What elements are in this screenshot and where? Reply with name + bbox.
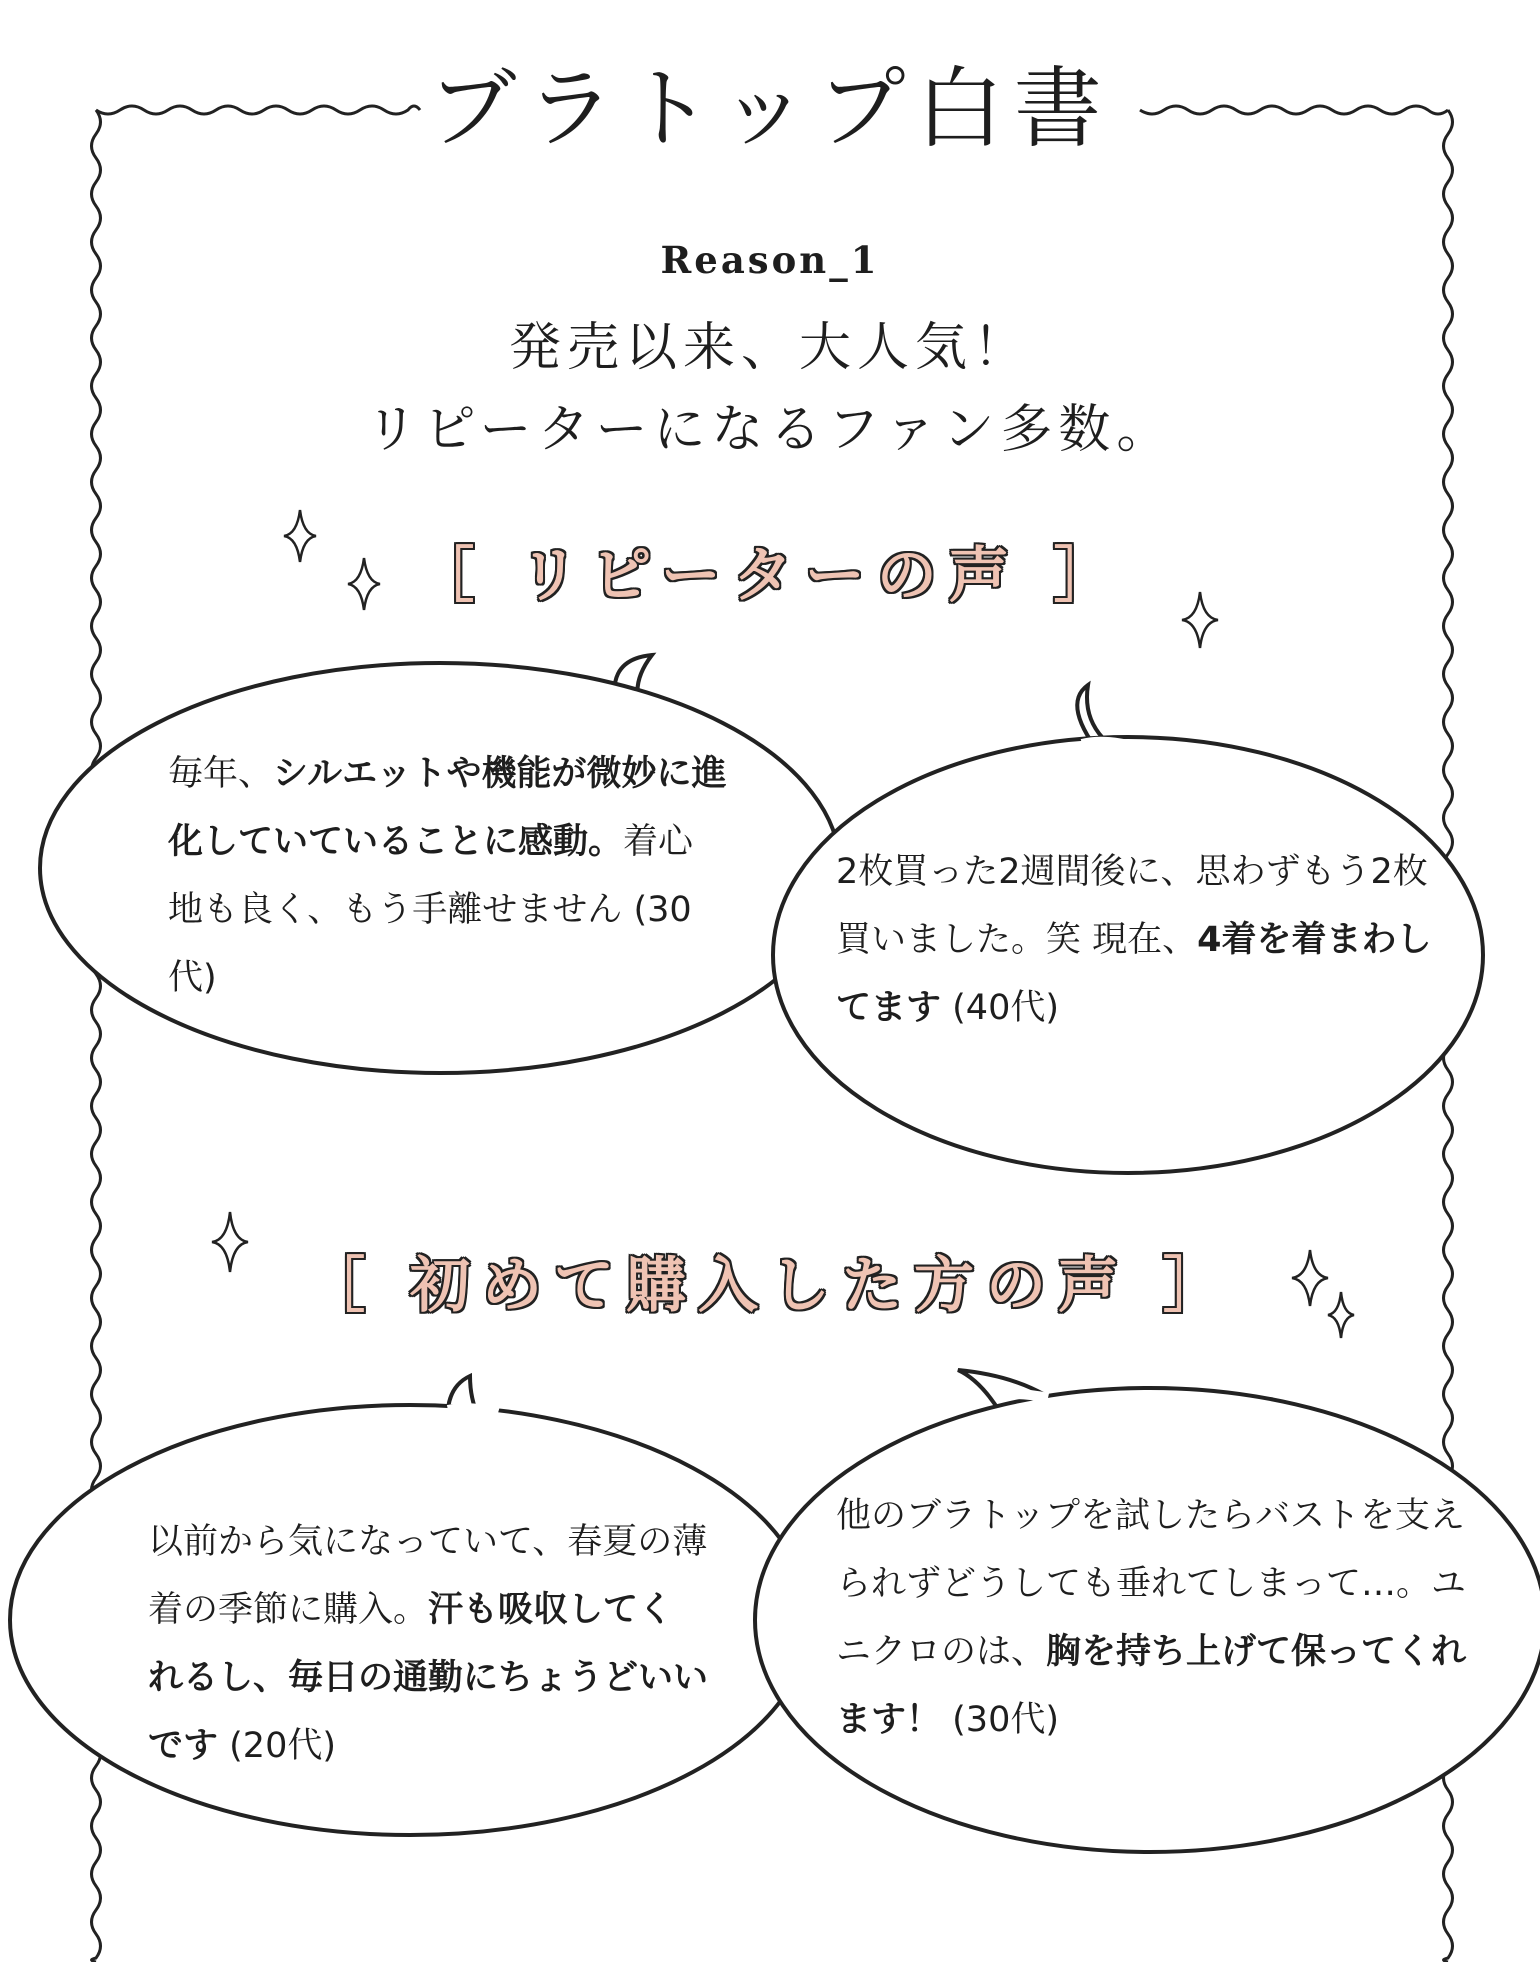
page-title: ブラトップ白書 [428,57,1112,160]
quote-highlight: 胸を持ち上げて保ってくれます！ [836,1632,1467,1740]
quote-age: (30代) [941,1700,1059,1740]
testimonial-repeater-1 [168,740,728,1012]
quote-age: (30代) [168,890,692,998]
testimonial-first-time-1 [148,1508,708,1780]
quote-text: 他のブラトップを試したらバストを支えられずどうしても垂れてしまって…。ユニクロのは、 [836,1496,1467,1672]
reason-label: Reason_1 [660,238,880,282]
quote-highlight: 4着を着まわしてます [836,920,1432,1028]
testimonial-repeater-2 [836,838,1456,1042]
quote-text: 毎年、 [168,754,274,794]
quote-age: (20代) [218,1726,336,1766]
testimonial-first-time-2 [836,1482,1486,1754]
section-heading-first-time: ［ 初めて購入した方の声 ］ [305,1251,1235,1321]
section-heading-repeater: ［ リピーターの声 ］ [414,541,1126,611]
quote-highlight: シルエットや機能が微妙に進化していていることに感動。 [168,754,727,862]
headline-line-2: リピーターになるファン多数。 [365,400,1175,460]
quote-text: 着心地も良く、もう手離せません [168,822,694,930]
quote-age: (40代) [941,988,1059,1028]
headline-line-1: 発売以来、大人気！ [508,318,1031,378]
quote-text: 2枚買った2週間後に、思わずもう2枚買いました。笑 現在、 [836,852,1428,960]
quote-text: 以前から気になっていて、春夏の薄着の季節に購入。 [148,1522,708,1630]
quote-highlight: 汗も吸収してくれるし、毎日の通勤にちょうどいいです [148,1590,709,1766]
